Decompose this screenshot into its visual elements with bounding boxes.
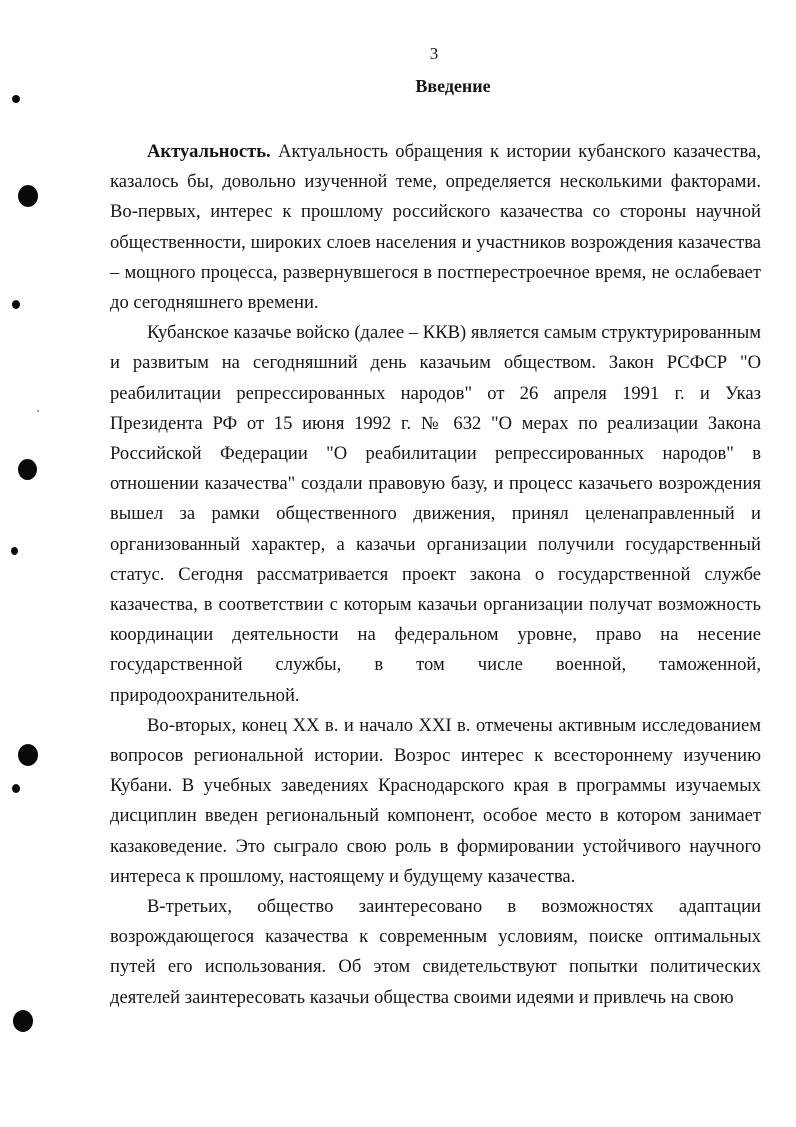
punch-hole-mark xyxy=(18,744,38,766)
scan-mark xyxy=(12,784,20,793)
body-text xyxy=(110,137,761,1013)
paragraph-kkv: Кубанское казачье войско (далее – ККВ) является самым структурированным и развитым на сегодняшний день казачьим обществом. Закон РСФСР "О реабилитации репрессированных народов" от 26 апреля 1991 г. и Указ Президента РФ от 15 июня 1992 г. № 632 "О мерах по реализации Закона Российской Федерации "О реабилитации репрессированных народов" в отношении казачества" создали правовую базу, и процесс казачьего возрождения вышел за рамки общественного движения, принял целенаправленный и организованный характер, а казачьи организации получили государственный статус. Сегодня рассматривается проект закона о государственной службе казачества, в соответствии с которым казачьи организации получат возможность координации деятельности на федеральном уровне, право на несение государственной службы, в том числе военной, таможенной, природоохранительной. xyxy=(110,322,761,706)
section-heading: Введение xyxy=(415,76,491,96)
punch-hole-mark xyxy=(13,1010,33,1032)
scan-mark xyxy=(11,547,18,555)
paragraph-lead: Актуальность. xyxy=(147,141,271,162)
paragraph-second: Во-вторых, конец XX в. и начало XXI в. отмечены активным исследованием вопросов региональной истории. Возрос интерес к всестороннему изучению Кубани. В учебных заведениях Краснодарского края в программы изучаемых дисциплин введен региональный компонент, особое место в котором занимает казаковедение. Это сыграло свою роль в формировании устойчивого научного интереса к прошлому, настоящему и будущему казачества. xyxy=(110,714,761,887)
paragraph-relevance xyxy=(110,137,761,318)
paragraph-text: Актуальность обращения к истории кубанского казачества, казалось бы, довольно изученной теме, определяется несколькими факторами. Во-первых, интерес к прошлому российского казачества со стороны научной общественности, широких слоев населения и участников возрождения казачества – мощного процесса, развернувшегося в постперестроечное время, не ослабевает до сегодняшнего времени. xyxy=(110,141,761,314)
paragraph-third: В-третьих, общество заинтересовано в возможностях адаптации возрождающегося казачества к современным условиям, поиске оптимальных путей его использования. Об этом свидетельствуют попытки политических деятелей заинтересовать казачьи общества своими идеями и привлечь на свою xyxy=(110,896,761,1008)
punch-hole-mark xyxy=(18,459,37,480)
page-number: 3 xyxy=(429,44,439,63)
scan-speck xyxy=(37,410,39,412)
scan-mark xyxy=(12,300,20,309)
punch-hole-mark xyxy=(18,185,38,207)
